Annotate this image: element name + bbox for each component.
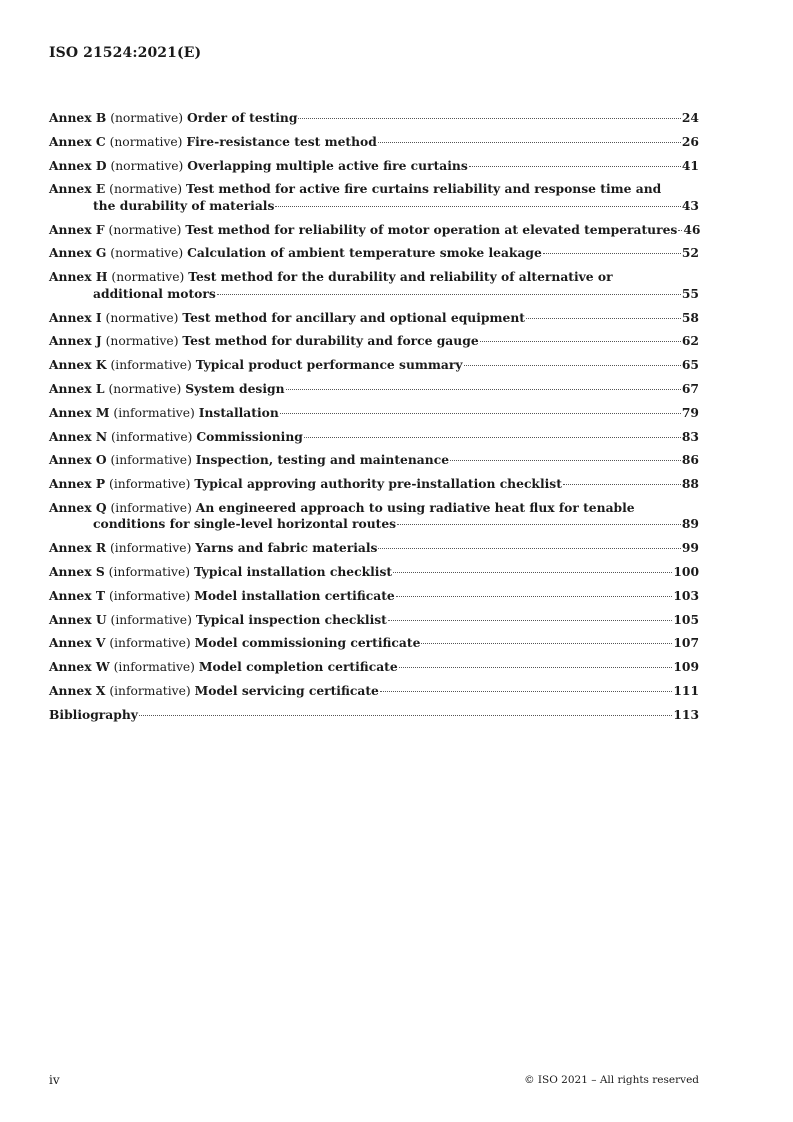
toc-entry[interactable] <box>49 269 699 302</box>
toc-entry[interactable] <box>49 158 699 175</box>
toc-entry[interactable] <box>49 683 699 700</box>
toc-entry-text <box>49 158 468 175</box>
toc-entry-label: Annex O <box>49 452 107 468</box>
toc-entry-label: Annex W <box>49 659 110 675</box>
toc-entry-page: 41 <box>681 157 699 173</box>
toc-entry-title: Model completion certificate <box>198 659 398 675</box>
toc-entry-page: 100 <box>673 564 699 580</box>
toc-entry-page: 83 <box>681 428 699 444</box>
toc-entry[interactable] <box>49 222 699 239</box>
dot-leader <box>380 690 672 692</box>
dot-leader <box>421 642 672 644</box>
toc-entry-page: 79 <box>681 404 699 420</box>
toc-entry-page: 65 <box>681 357 699 373</box>
dot-leader <box>298 117 680 119</box>
toc-entry-label: Annex Q <box>49 499 107 515</box>
dot-leader <box>543 252 681 254</box>
toc-entry-label: Annex S <box>49 564 105 580</box>
toc-entry-text <box>49 310 525 327</box>
toc-entry-title: Fire-resistance test method <box>186 133 377 149</box>
toc-entry-label: Annex L <box>49 380 105 396</box>
toc-entry[interactable] <box>49 612 699 629</box>
toc-entry-page: 88 <box>681 476 699 492</box>
toc-entry-label: Annex T <box>49 587 106 603</box>
toc-entry[interactable] <box>49 333 699 350</box>
dot-leader <box>275 205 680 207</box>
toc-entry-text <box>49 659 398 676</box>
toc-entry-title: Test method for reliability of motor operation at elevated temperatures <box>185 221 678 237</box>
toc-entry-page: 67 <box>681 380 699 396</box>
toc-entry-title: Typical inspection checklist <box>195 611 387 627</box>
toc-entry-title: Inspection, testing and maintenance <box>195 452 450 468</box>
dot-leader <box>469 165 681 167</box>
page-number: iv <box>49 1073 60 1087</box>
toc-entry-text <box>49 707 138 724</box>
toc-entry-title: Typical approving authority pre-installation checklist <box>194 476 562 492</box>
toc-entry-line1 <box>49 500 699 517</box>
toc-entry-text <box>49 452 449 469</box>
dot-leader <box>464 364 681 366</box>
toc-entry-type: (informative) <box>109 477 191 492</box>
copyright-notice: © ISO 2021 – All rights reserved <box>524 1074 699 1086</box>
toc-entry-label: Annex N <box>49 428 108 444</box>
dot-leader <box>304 436 681 438</box>
toc-entry-type: (informative) <box>109 684 191 699</box>
toc-entry-label: Annex H <box>49 269 108 285</box>
toc-entry-type: (informative) <box>109 636 191 651</box>
dot-leader <box>396 595 673 597</box>
toc-entry[interactable] <box>49 429 699 446</box>
toc-entry-label: Annex V <box>49 635 106 651</box>
toc-entry[interactable] <box>49 500 699 533</box>
toc-entry-type: (normative) <box>108 381 182 396</box>
toc-entry-title: Test method for ancillary and optional equipment <box>182 309 525 325</box>
toc-entry[interactable] <box>49 635 699 652</box>
toc-entry-title: Installation <box>198 404 279 420</box>
toc-entry-type: (informative) <box>113 660 195 675</box>
toc-entry-label: Annex X <box>49 683 106 699</box>
toc-entry-title: Typical installation checklist <box>193 564 393 580</box>
toc-entry-page: 62 <box>681 333 699 349</box>
toc-entry-label: Annex F <box>49 221 105 237</box>
toc-entry-title: Test method for the durability and reliability of alternative or <box>188 269 613 285</box>
toc-entry[interactable] <box>49 310 699 327</box>
toc-entry-page: 86 <box>681 452 699 468</box>
toc-entry-type: (normative) <box>108 222 182 237</box>
toc-entry[interactable] <box>49 245 699 262</box>
toc-entry-label: Annex B <box>49 110 107 125</box>
toc-entry-line1 <box>49 269 699 286</box>
toc-entry-text <box>49 612 387 629</box>
toc-entry-text <box>49 381 285 398</box>
toc-entry-label: Annex J <box>49 333 102 349</box>
toc-entry-page: 58 <box>681 309 699 325</box>
toc-entry[interactable] <box>49 110 699 127</box>
toc-entry[interactable] <box>49 588 699 605</box>
toc-entry-line1 <box>49 181 699 198</box>
dot-leader <box>526 317 681 319</box>
dot-leader <box>399 666 673 668</box>
toc-entry-label: Annex P <box>49 476 106 492</box>
table-of-contents <box>49 110 699 731</box>
toc-entry-text <box>49 540 377 557</box>
toc-entry-title: Typical product performance summary <box>195 357 463 373</box>
toc-entry-title: An engineered approach to using radiative heat flux for tenable <box>195 499 635 515</box>
toc-entry-text <box>49 134 377 151</box>
dot-leader <box>393 571 672 573</box>
toc-entry-title: Test method for active fire curtains reliability and response time and <box>185 181 662 197</box>
toc-entry-title: Yarns and fabric materials <box>195 540 378 556</box>
toc-entry-type: (normative) <box>110 158 184 173</box>
toc-entry-type: (normative) <box>105 334 179 349</box>
toc-entry-label: Annex C <box>49 133 106 149</box>
toc-entry-page: 113 <box>673 706 699 722</box>
dot-leader <box>388 619 672 621</box>
toc-entry[interactable] <box>49 134 699 151</box>
toc-entry-page: 52 <box>681 245 699 261</box>
toc-entry-type: (normative) <box>110 111 184 125</box>
toc-entry-text <box>49 683 379 700</box>
toc-entry-type: (informative) <box>108 565 191 580</box>
toc-entry-page: 89 <box>681 516 699 532</box>
toc-entry-page: 111 <box>673 683 699 699</box>
toc-entry-page: 55 <box>681 285 699 301</box>
toc-entry[interactable] <box>49 476 699 493</box>
toc-entry-type: (normative) <box>109 182 183 197</box>
toc-entry-label: Annex K <box>49 357 107 373</box>
toc-entry[interactable] <box>49 357 699 374</box>
toc-entry-title-continued: additional motors <box>93 285 216 301</box>
toc-entry-title: Calculation of ambient temperature smoke leakage <box>187 245 542 261</box>
toc-entry-text <box>49 476 562 493</box>
toc-entry-text <box>49 245 542 262</box>
toc-entry-title: Overlapping multiple active fire curtains <box>187 157 468 173</box>
dot-leader <box>378 547 680 549</box>
toc-entry-label: Annex E <box>49 181 106 197</box>
toc-entry-type: (informative) <box>113 405 195 420</box>
dot-leader <box>378 141 681 143</box>
toc-entry[interactable] <box>49 452 699 469</box>
toc-entry-page: 103 <box>673 587 699 603</box>
toc-entry-label: Annex D <box>49 157 107 173</box>
dot-leader <box>480 340 681 342</box>
toc-entry[interactable] <box>49 707 699 724</box>
toc-entry-text <box>49 357 463 374</box>
dot-leader <box>450 459 681 461</box>
toc-entry-text <box>49 405 279 422</box>
dot-leader <box>563 483 681 485</box>
dot-leader <box>678 229 682 231</box>
toc-entry[interactable] <box>49 659 699 676</box>
toc-entry-text <box>49 588 395 605</box>
toc-entry-text <box>49 635 420 652</box>
toc-entry-page: 43 <box>681 197 699 213</box>
toc-entry-type: (normative) <box>105 310 179 325</box>
toc-entry-label: Annex R <box>49 540 107 556</box>
toc-entry-page: 99 <box>681 540 699 556</box>
toc-entry-label: Annex I <box>49 309 102 325</box>
toc-entry-page: 46 <box>683 221 701 237</box>
toc-entry-title: Model installation certificate <box>194 587 395 603</box>
toc-entry-page: 24 <box>681 110 699 125</box>
toc-entry-label: Annex U <box>49 611 107 627</box>
toc-entry[interactable] <box>49 405 699 422</box>
toc-entry-type: (informative) <box>110 541 192 556</box>
toc-entry-type: (informative) <box>110 358 192 373</box>
dot-leader <box>280 412 681 414</box>
toc-entry-label: Annex G <box>49 245 107 261</box>
toc-entry-label: Annex M <box>49 404 110 420</box>
dot-leader <box>397 523 681 525</box>
toc-entry-type: (normative) <box>111 270 185 285</box>
toc-entry-text <box>49 222 677 239</box>
toc-entry-title: Commissioning <box>196 428 303 444</box>
toc-entry-title: System design <box>185 380 285 396</box>
toc-entry-type: (informative) <box>110 500 192 515</box>
toc-entry-title: Order of testing <box>187 110 298 125</box>
toc-entry-text <box>49 564 392 581</box>
dot-leader <box>217 293 681 295</box>
toc-entry-title: Model commissioning certificate <box>194 635 421 651</box>
toc-entry[interactable] <box>49 540 699 557</box>
toc-entry-page: 26 <box>681 133 699 149</box>
toc-entry-text <box>49 429 303 446</box>
toc-entry[interactable] <box>49 564 699 581</box>
toc-entry-text <box>49 333 479 350</box>
toc-entry-page: 109 <box>673 659 699 675</box>
dot-leader <box>286 388 681 390</box>
toc-entry-title: Model servicing certificate <box>194 683 379 699</box>
toc-entry-type: (informative) <box>111 429 193 444</box>
toc-entry-type: (normative) <box>109 134 183 149</box>
toc-entry[interactable] <box>49 381 699 398</box>
toc-entry-type: (informative) <box>108 588 191 603</box>
toc-entry-title-continued: the durability of materials <box>93 197 275 213</box>
document-header: ISO 21524:2021(E) <box>49 45 202 61</box>
toc-entry-text <box>49 110 297 127</box>
toc-entry-title: Test method for durability and force gauge <box>182 333 479 349</box>
toc-entry-page: 107 <box>673 635 699 651</box>
toc-entry[interactable] <box>49 181 699 214</box>
toc-entry-page: 105 <box>673 611 699 627</box>
toc-entry-title-continued: conditions for single-level horizontal routes <box>93 516 397 532</box>
dot-leader <box>139 714 672 716</box>
toc-entry-type: (informative) <box>110 612 192 627</box>
toc-entry-type: (normative) <box>110 246 184 261</box>
toc-entry-type: (informative) <box>110 453 192 468</box>
toc-entry-label: Bibliography <box>49 706 138 722</box>
